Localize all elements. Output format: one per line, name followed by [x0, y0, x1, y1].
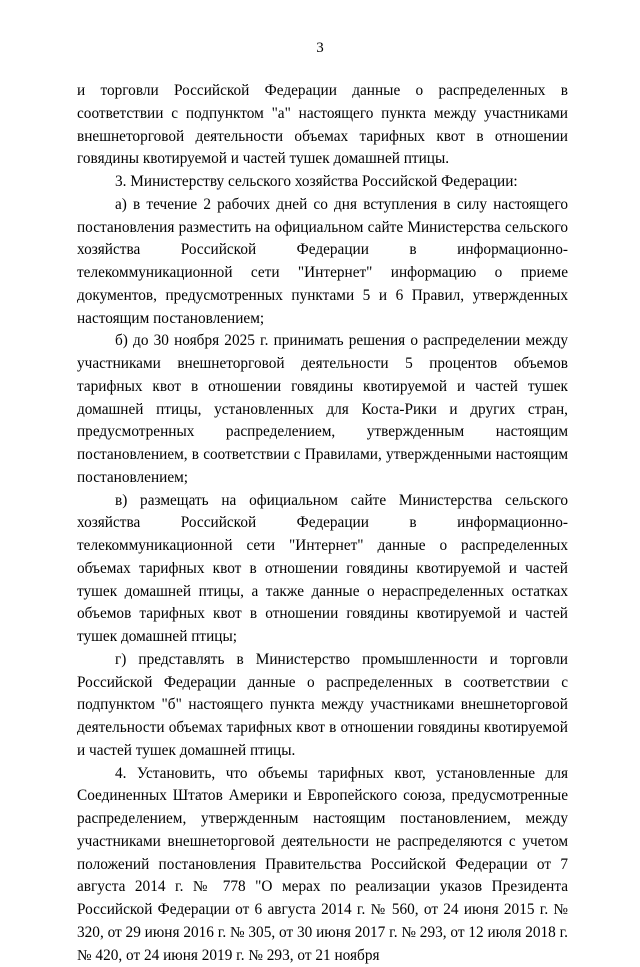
paragraph-item-3a: а) в течение 2 рабочих дней со дня вступления в силу настоящего постановления разместить на официальном сайте Министерства сельского хозяйства Российской Федерации в информационно-телекоммуникационной сети "Интернет" информацию о приеме документов, предусмотренных пунктами 5 и 6 Правил, утвержденных настоящим постановлением; [77, 194, 568, 331]
document-body [77, 80, 568, 967]
paragraph-item-3b: б) до 30 ноября 2025 г. принимать решения о распределении между участниками внешнеторговой деятельности 5 процентов объемов тарифных квот в отношении говядины квотируемой и частей тушек домашней птицы, установленных для Коста-Рики и других стран, предусмотренных распределением, утвержденным настоящим постановлением, в соответствии с Правилами, утвержденными настоящим постановлением; [77, 330, 568, 489]
paragraph-continuation: и торговли Российской Федерации данные о распределенных в соответствии с подпунктом "а" настоящего пункта между участниками внешнеторговой деятельности объемах тарифных квот в отношении говядины квотируемой и частей тушек домашней птицы. [77, 80, 568, 171]
paragraph-item-3g: г) представлять в Министерство промышленности и торговли Российской Федерации данные о распределенных в соответствии с подпунктом "б" настоящего пункта между участниками внешнеторговой деятельности объемах тарифных квот в отношении говядины квотируемой и частей тушек домашней птицы. [77, 649, 568, 763]
paragraph-item-3v: в) размещать на официальном сайте Министерства сельского хозяйства Российской Федерации в информационно-телекоммуникационной сети "Интернет" данные о распределенных объемах тарифных квот в отношении говядины квотируемой и частей тушек домашней птицы, а также данные о нераспределенных остатках объемов тарифных квот в отношении говядины квотируемой и частей тушек домашней птицы; [77, 490, 568, 649]
page-number: 3 [0, 39, 640, 57]
paragraph-item-3: 3. Министерству сельского хозяйства Российской Федерации: [77, 171, 568, 194]
paragraph-item-4: 4. Установить, что объемы тарифных квот, установленные для Соединенных Штатов Америки и Европейского союза, предусмотренные распределением, утвержденным настоящим постановлением, между участниками внешнеторговой деятельности не распределяются с учетом положений постановления Правительства Российской Федерации от 7 августа 2014 г. № 778 "О мерах по реализации указов Президента Российской Федерации от 6 августа 2014 г. № 560, от 24 июня 2015 г. № 320, от 29 июня 2016 г. № 305, от 30 июня 2017 г. № 293, от 12 июля 2018 г. № 420, от 24 июня 2019 г. № 293, от 21 ноября [77, 763, 568, 967]
